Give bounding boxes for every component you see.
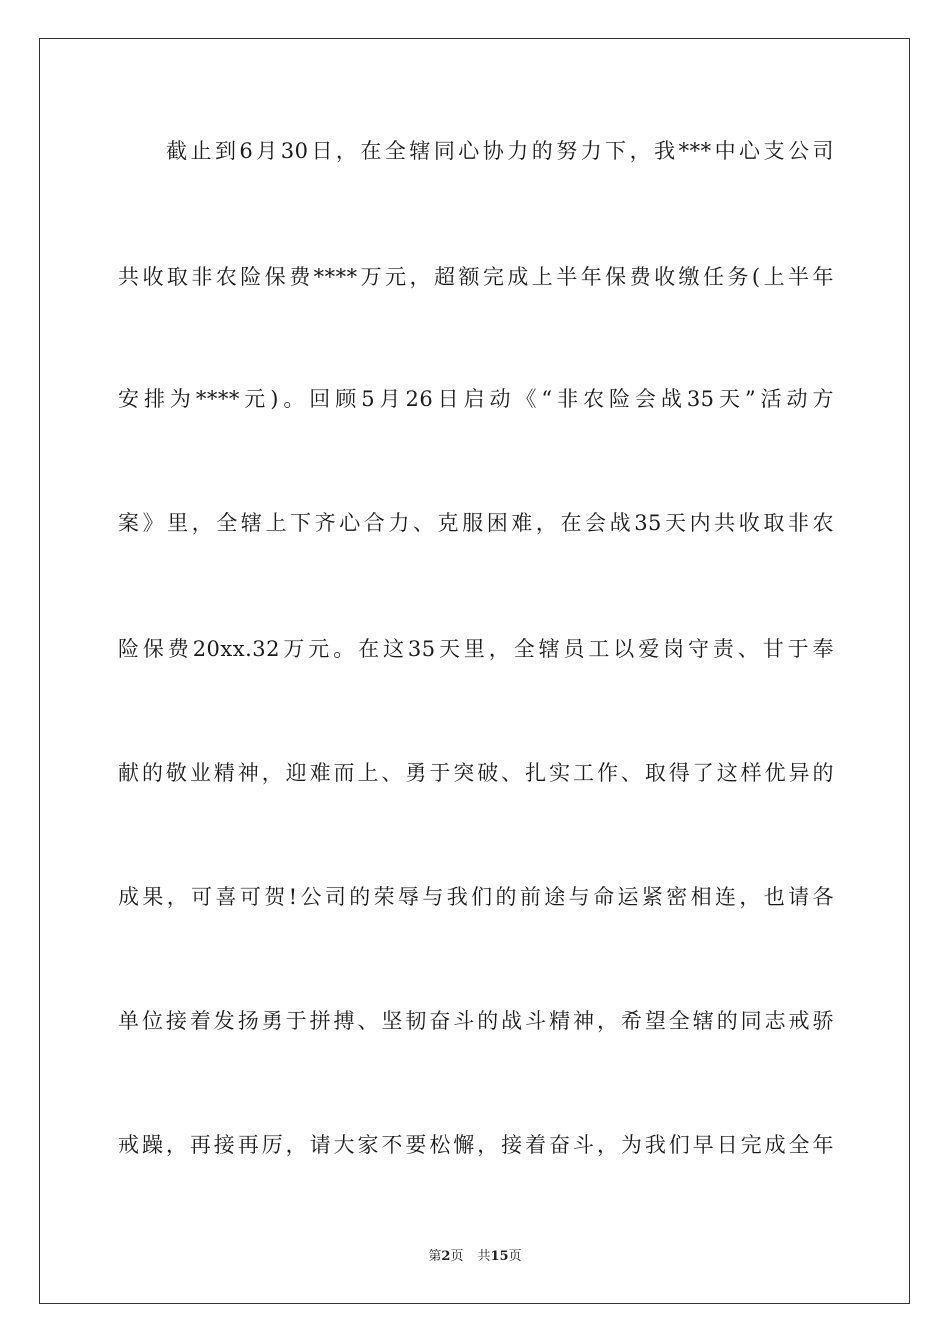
page-footer <box>0 1248 950 1266</box>
total-pages: 15 <box>490 1249 509 1264</box>
paragraph-line: 共收取非农险保费****万元，超额完成上半年保费收缴任务(上半年 <box>118 265 834 289</box>
paragraph-line: 献的敬业精神，迎难而上、勇于突破、扎实工作、取得了这样优异的 <box>118 761 834 785</box>
paragraph-line: 安排为****元)。回顾5月26日启动《“非农险会战35天”活动方 <box>118 387 834 411</box>
paragraph-line: 戒躁，再接再厉，请大家不要松懈，接着奋斗，为我们早日完成全年 <box>118 1133 834 1157</box>
paragraph-line: 截止到6月30日，在全辖同心协力的努力下，我***中心支公司 <box>166 139 834 163</box>
page-prefix: 第 <box>428 1249 442 1264</box>
paragraph-line: 案》里，全辖上下齐心合力、克服困难，在会战35天内共收取非农 <box>118 511 834 535</box>
total-prefix: 共 <box>477 1249 491 1264</box>
page-suffix: 页 <box>450 1249 464 1264</box>
page-border <box>39 38 910 1304</box>
paragraph-line: 成果，可喜可贺!公司的荣辱与我们的前途与命运紧密相连，也请各 <box>118 885 834 909</box>
total-suffix: 页 <box>508 1249 522 1264</box>
paragraph-line: 单位接着发扬勇于拼搏、坚韧奋斗的战斗精神，希望全辖的同志戒骄 <box>118 1009 834 1033</box>
page-number: 2 <box>441 1249 451 1264</box>
paragraph-line: 险保费20xx.32万元。在这35天里，全辖员工以爱岗守责、甘于奉 <box>118 637 834 661</box>
